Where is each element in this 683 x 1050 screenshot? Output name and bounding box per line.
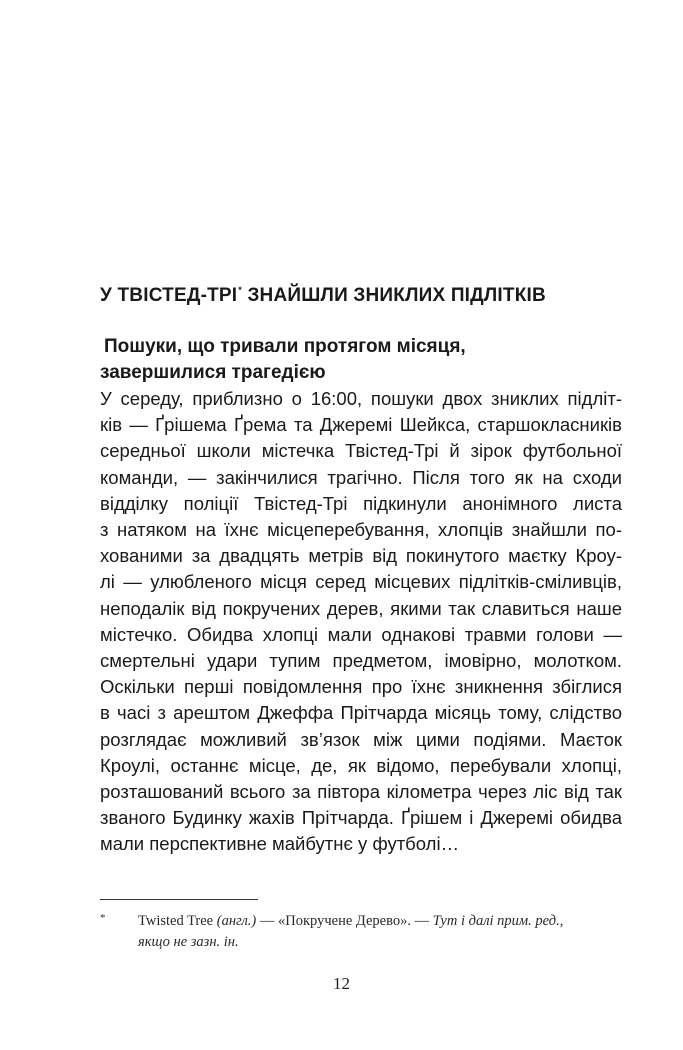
footnote-editor-note: Тут і далі прим. ред., xyxy=(432,913,564,929)
body-line: розглядає можливий зв’язок між цими подіями. Маєток xyxy=(100,728,622,750)
body-line: лі — улюбленого місця серед місцевих підлітків-сміливців, xyxy=(100,571,622,593)
article-subheadline xyxy=(100,334,620,386)
footnote-line-1 xyxy=(100,911,625,932)
body-line: Кроулі, останнє місце, де, як відомо, перебували хлопці, xyxy=(100,754,622,776)
footnote-marker: * xyxy=(100,912,106,924)
page-number: 12 xyxy=(333,974,350,993)
body-line-last: мали перспективне майбутнє у футболі… xyxy=(100,833,460,855)
footnote-term: Twisted Tree xyxy=(138,913,214,929)
body-line: ків — Ґрішема Ґрема та Джеремі Шейкса, старшокласників xyxy=(100,414,622,436)
headline-footnote-mark: * xyxy=(238,285,242,295)
headline-part-2: ЗНАЙШЛИ ЗНИКЛИХ ПІДЛІТКІВ xyxy=(241,285,546,306)
article-body xyxy=(100,386,622,858)
body-line: з натяком на їхнє місцеперебування, хлопців знайшли по- xyxy=(100,519,622,541)
body-line: команди, — закінчилися трагічно. Після того як на сходи xyxy=(100,466,622,488)
body-line: середньої школи містечка Твістед-Трі й зірок футбольної xyxy=(100,440,622,462)
footnote-lang: (англ.) xyxy=(216,913,257,929)
headline-part-1: У ТВІСТЕД-ТРІ xyxy=(100,285,238,306)
body-line: в часі з арештом Джеффа Прітчарда місяць тому, слідство xyxy=(100,702,622,724)
article-headline xyxy=(100,283,620,309)
footnote-divider xyxy=(100,899,258,900)
body-line: У середу, приблизно о 16:00, пошуки двох зниклих підліт- xyxy=(100,388,622,409)
body-line: містечко. Обидва хлопці мали однакові травми голови — xyxy=(100,623,622,645)
body-line: Оскільки перші повідомлення про їхнє зникнення збіглися xyxy=(100,676,622,698)
footnote xyxy=(100,911,625,953)
body-line: розташований всього за півтора кілометра через ліс від так xyxy=(100,781,622,803)
body-line: відділку поліції Твістед-Трі підкинули анонімного листа xyxy=(100,492,622,514)
footnote-line-2 xyxy=(100,932,625,953)
body-line: званого Будинку жахів Прітчарда. Ґрішем і Джеремі обидва xyxy=(100,807,622,829)
subhead-line-1: Пошуки, що тривали протягом місяця, xyxy=(104,336,466,357)
footnote-editor-note-cont: якщо не зазн. ін. xyxy=(138,934,239,950)
footnote-translation: — «Покручене Дерево». — xyxy=(256,913,433,929)
subhead-line-2: завершилися трагедією xyxy=(100,362,326,383)
body-line: смертельні удари тупим предметом, імовірно, молотком. xyxy=(100,650,622,672)
body-line: неподалік від покручених дерев, якими так славиться наше xyxy=(100,597,622,619)
body-line: хованими за двадцять метрів від покинутого маєтку Кроу- xyxy=(100,545,622,567)
